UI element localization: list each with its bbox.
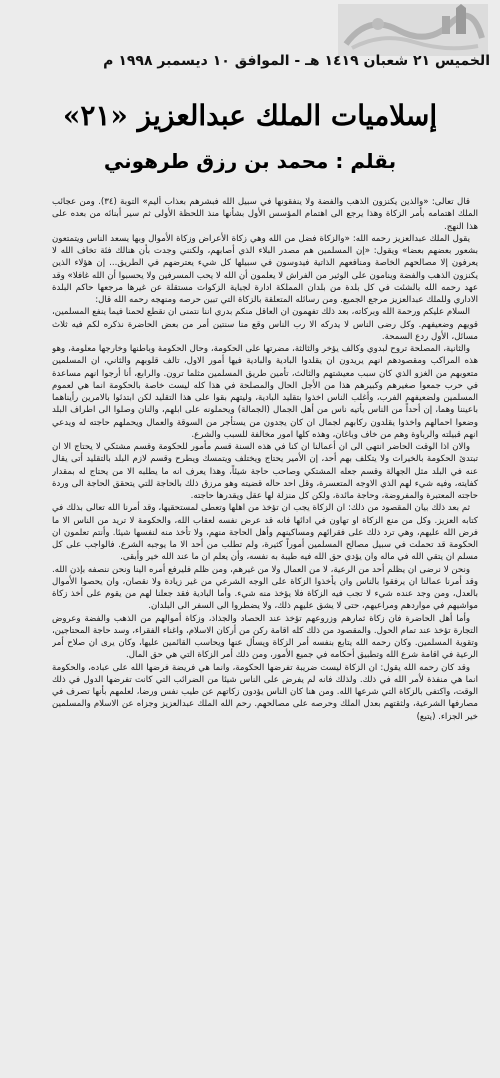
article-paragraph: والان اذا الوقت الحاضر انتهى الى ان أعمالنا ان كنا في هذه السنة قسم مأمور للحكومة وقسم مشتكي لا يحتاج الا ان تبتدئ الحكومة بالخيرات ولا يتكلف بهم أحد، إن الأمير يحتاج ويختلف ويتمسك ويطرح وقسم لازم البلد بالتقليد أتى يقال عنه في البلد مثل الجهالة وقسم جعله المشتكي وصاحب حاجة شيئاً، وهذا يعرف انه ما يطلبه الا من يحتاج له بمقدار كفايته، وفيه شيء لهم الذي الاوجه المتعسرة، وقل احد حاله قضيته وهو مرزق ذلك بالحاجة للتي يتحقق الحاجة الى وردة حاجته المعتبرة والمفروضة، وحاجة مائدة، ولكن كل منزلة لها عقل ويقدرها حاجته. (52, 442, 478, 501)
article-paragraph: وأما أهل الحاضرة فان زكاة ثمارهم وزروعهم تؤخذ عند الحصاد والجذاذ، وزكاة أموالهم من الذهب والفضة وعروض التجارة تؤخذ عند تمام الحول. والمقصود من ذلك كله اقامة ركن من أركان الاسلام، واغناء الفقراء، وسد حاجة المحتاجين، وتقوية المسلمين. وكان رحمه الله يتابع بنفسه أمر الزكاة ويسأل عنها ويحاسب القائمين عليها، وكان يرى ان صلاح أمر الرعية في اقامة شرع الله وتطبيق أحكامه في جميع الأمور، ومن ذلك أمر الزكاة التي هي حق المال. (52, 613, 478, 661)
article-paragraph: ونحن لا نرضى ان يظلم أحد من الرعية، لا من العمال ولا من غيرهم، ومن ظلم فليرفع أمره الينا ونحن ننصفه بإذن الله. وقد أمرنا عمالنا ان يرفقوا بالناس وان يأخذوا الزكاة على الوجه الشرعي من غير زيادة ولا نقصان، وان يحصوا الأموال بالعدل، ومن وجد عنده شيء لا تجب فيه الزكاة فلا يؤخذ منه شيء. وأما البادية فقد جعلنا لهم من يقوم على أخذ زكاة مواشيهم في مواردهم ومراعيهم، حتى لا يشق عليهم ذلك، ولا يضطروا الى السفر الى البلدان. (52, 564, 478, 612)
article-paragraph: ثم بعد ذلك بيان المقصود من ذلك: ان الزكاة يجب ان تؤخذ من اهلها وتعطى لمستحقيها، وقد أمرنا الله تعالى بذلك في كتابه العزيز. وكل من منع الزكاة او تهاون في ادائها فانه قد عرض نفسه لعقاب الله، والحكومة لا تريد من الناس الا ما فرض الله عليهم، وهي ترد ذلك على فقرائهم ومساكينهم وأهل الحاجة منهم، ولا تأخذ منه لنفسها شيئا. وأنتم تعلمون ان الحكومة قد تحملت في سبيل مصالح المسلمين أموراً كثيرة، ولم تطلب من أحد الا ما يوجبه الشرع. فالواجب على كل مسلم ان يتقي الله في ماله وان يؤدي حق الله فيه طيبة به نفسه، وأن يعلم ان ما عند الله خير وأبقى. (52, 503, 478, 563)
article-title: إسلاميات الملك عبدالعزيز «٢١» (62, 99, 438, 132)
masthead (0, 0, 500, 74)
dateline: الخميس ٢١ شعبان ١٤١٩ هـ - الموافق ١٠ ديسمبر ١٩٩٨ م (103, 53, 490, 69)
article-paragraph: وقد كان رحمه الله يقول: ان الزكاة ليست ضريبة تفرضها الحكومة، وانما هي فريضة فرضها الله على عباده، والحكومة انما هي منفذة لأمر الله في ذلك. ولذلك فانه لم يفرض على الناس شيئا من الضرائب التي كانت تفرضها الدول في ذلك الوقت، واكتفى بالزكاة التي شرعها الله. ومن هنا كان الناس يؤدون زكاتهم عن طيب نفس ورضا، لعلمهم بأنها تصرف في مصارفها الشرعية، ولثقتهم بعدل الملك وحرصه على مصالحهم. رحم الله الملك عبدالعزيز وجزاه عن الاسلام والمسلمين خير الجزاء. (يتبع) (52, 662, 478, 722)
article-paragraph: قال تعالى: «والذين يكنزون الذهب والفضة ولا ينفقونها في سبيل الله فبشرهم بعذاب أليم» التوبة (٣٤). ومن عجائب الملك اهتمامه بأمر الزكاة وهذا يرجع الى اهتمام المؤسس الأول بشأنها منذ اللحظة الأولى ثم سير أبنائه من بعده على هذا النهج. (52, 197, 478, 232)
newspaper-logo (338, 4, 488, 56)
article-byline: بقلم : محمد بن رزق طرهوني (103, 149, 397, 173)
article-paragraph: السلام عليكم ورحمة الله وبركاته، بعد ذلك تفهمون ان العاقل منكم بدري اننا نتمنى ان نقطع لحمنا فيما ينفع المسلمين، قويهم وضعيفهم. وكل رضى الناس لا يدركه الا رب الناس وقع منا سنتين أمر من بعض الحاضرة نذكره لكم فيه ثلاث مسائل، الأول ردع السمحة. (52, 307, 478, 342)
article-body (52, 196, 478, 1064)
article-paragraph: والثانية، المصلحة تروح لبدوي وكالف يؤخر والثالثة، مضرتها على الحكومة، وحال الحكومة وباطنها وخارجها معلومة، وهو هذه المراكب ومقصودهم انهم يريدون ان يقلدوا البادية والبادية فيها أمور الاول، تالف قلوبهم والثاني، ان المسلمين متعوبهم من الغزو الذي كان سبب معيشتهم والثالث، تأمين طريق المسلمين مثلما ترون. والرابع، أنا أرجوا انهم مساعدة في حرب جمعوا صغيرهم وكبيرهم هذا من الأجل الحال والمصلحة في هذا كله ليست خاصة بالحكومة انما هي لعموم المسلمين ولضعيفهم الفرب، وأغلب الناس اخذوا بتقليد البادية، وليتهم بقوا على هذا التقليد لكن ابتدئوا بالامرين رأيناهما باعيننا وهما، إن أحداً من الناس يأتيه ناس من أهل الجمال (الجمالة) ويحملونه على ابلهم، والنان وصلوا الى اطراف البلد وضعوا احمالهم واخذوا يقلدون ركابهم لجمال ان كان يجدون من يستأجر من السوقة والعمال ويحملهم حاجته له ويدعي انهم قبيلته والرباوة وهم من خاف وباغان، وهذه كلها امور مخالفة للسبب والشرع. (52, 344, 478, 440)
article-paragraph: يقول الملك عبدالعزيز رحمه الله: «والزكاة فضل من الله وهي زكاة الأعراض وزكاة الأموال وبها يسعد الناس ويتمتعون بشعور بعضهم بعضا» ويقول: «إن المسلمين هم مصدر البلاء الذي أصابهم، ولكنني وجدت بأن هنالك فئة تخاف الله لا يعرفون إلا مصالحهم الخاصة ومنافعهم الذاتية فيدوسون في سبيلها كل شيء يعترضهم في الطريق... إن هؤلاء الذين يكنزون الذهب والفضة وينامون على الوثير من الفراش لا يعلمون أن الله لا يحب المسرفين ولا يحسبوا أن الله غافلا» وقد عهد رحمه الله بالشئت في كل بلدة من بلدان المملكة ادارة لجباية الزكوات مستقلة عن غيرها مرجعها حاكم البلدة الاداري وللملك عبدالعزيز مرجع الجميع. ومن رسائله المتعلقة بالزكاة التي تبين حرصه ومنهجه رحمه الله قال: (52, 233, 478, 305)
